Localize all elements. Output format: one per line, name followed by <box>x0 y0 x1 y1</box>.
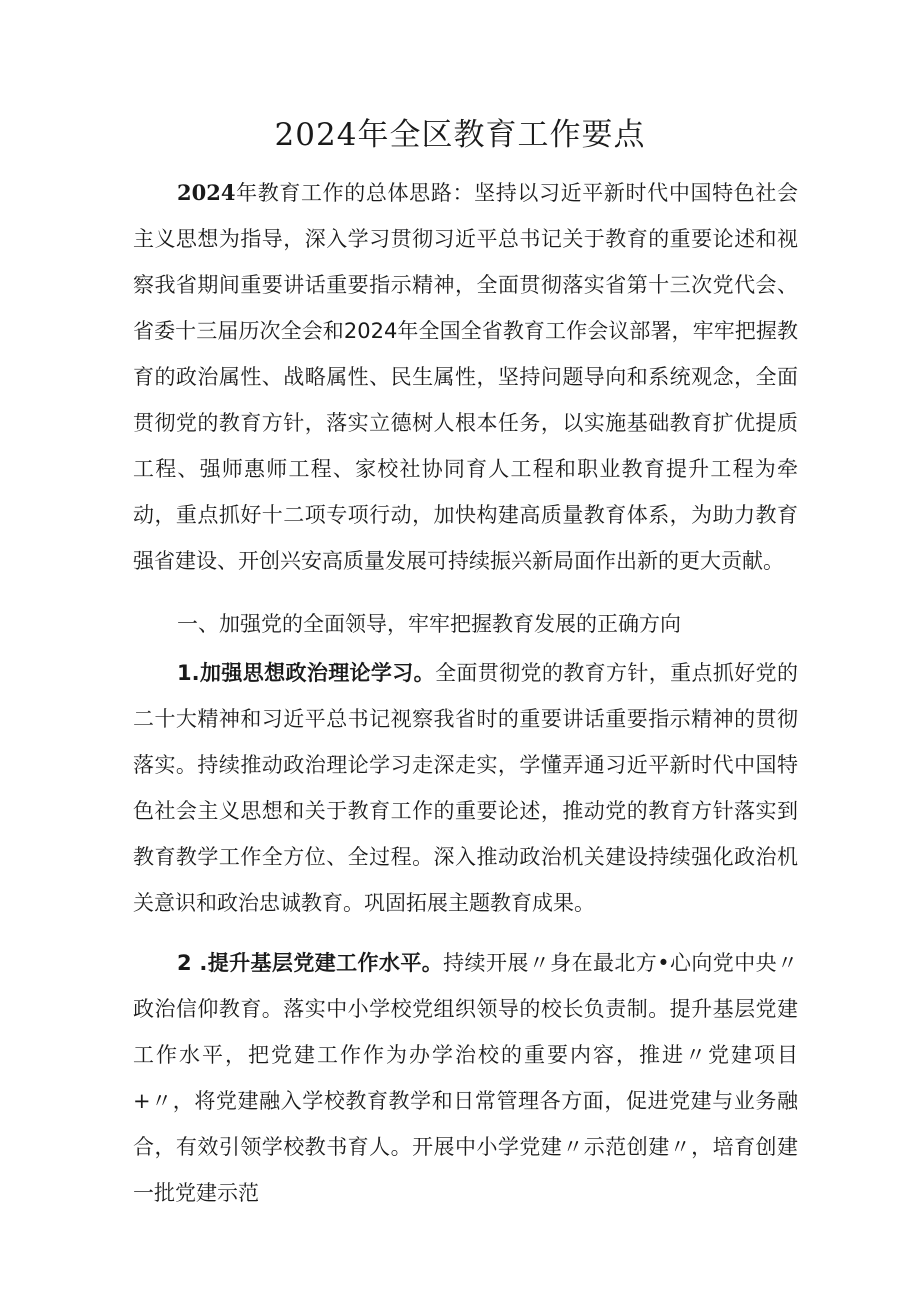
section-heading-paragraph <box>133 601 798 647</box>
summary-paragraph <box>133 170 798 584</box>
item-1-text: 全面贯彻党的教育方针，重点抓好党的二十大精神和习近平总书记视察我省时的重要讲话重要指示精神的贯彻落实。持续推动政治理论学习走深走实，学懂弄通习近平新时代中国特色社会主义思想和关于教育工作的重要论述，推动党的教育方针落实到教育教学工作全方位、全过程。深入推动政治机关建设持续强化政治机关意识和政治忠诚教育。巩固拓展主题教育成果。 <box>133 661 799 915</box>
item-1-heading: 1.加强思想政治理论学习。 <box>177 661 436 685</box>
summary-lead-year: 2024 <box>177 180 236 205</box>
summary-text: 年教育工作的总体思路：坚持以习近平新时代中国特色社会主义思想为指导，深入学习贯彻习近平总书记关于教育的重要论述和视察我省期间重要讲话重要指示精神，全面贯彻落实省第十三次党代会、省委十三届历次全会和2024年全国全省教育工作会议部署，牢牢把握教育的政治属性、战略属性、民生属性，坚持问题导向和系统观念，全面贯彻党的教育方针，落实立德树人根本任务，以实施基础教育扩优提质工程、强师惠师工程、家校社协同育人工程和职业教育提升工程为牵动，重点抓好十二项专项行动，加快构建高质量教育体系，为助力教育强省建设、开创兴安高质量发展可持续振兴新局面作出新的更大贡献。 <box>133 181 798 573</box>
section-heading: 一、加强党的全面领导，牢牢把握教育发展的正确方向 <box>177 612 681 636</box>
item-2-heading: 2 .提升基层党建工作水平。 <box>177 951 444 975</box>
item-2-text: 持续开展〃身在最北方•心向党中央〃政治信仰教育。落实中小学校党组织领导的校长负责制。提升基层党建工作水平，把党建工作作为办学治校的重要内容，推进〃党建项目+〃，将党建融入学校教育教学和日常管理各方面，促进党建与业务融合，有效引领学校教书育人。开展中小学党建〃示范创建〃，培育创建一批党建示范 <box>133 951 798 1205</box>
item-1-paragraph <box>133 650 798 926</box>
item-2-paragraph <box>133 940 798 1216</box>
document-title: 2024年全区教育工作要点 <box>274 117 646 153</box>
